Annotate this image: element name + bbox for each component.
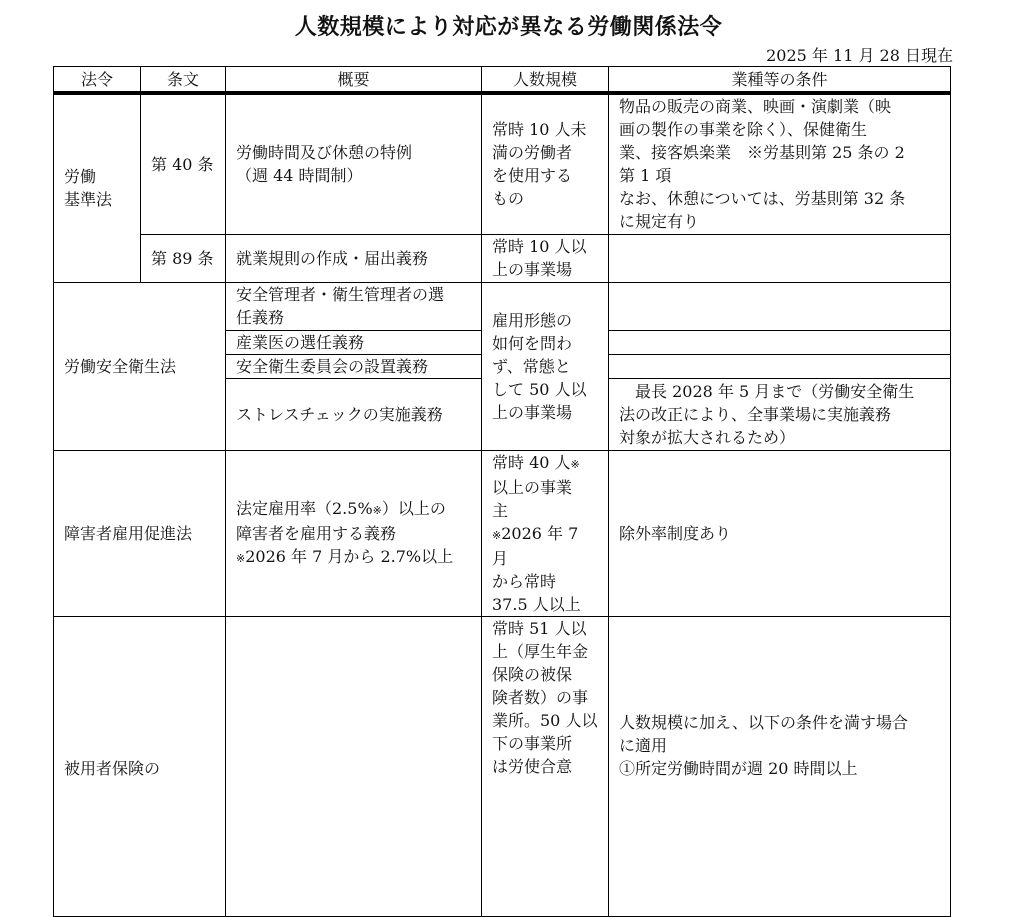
summary-employment-rate	[226, 450, 482, 616]
table-row	[54, 450, 951, 616]
article-89: 第 89 条	[141, 234, 226, 282]
table-row	[54, 234, 951, 282]
condition-safety-committee	[609, 354, 951, 378]
scale-change-note: 2026 年 7 月 から常時 37.5 人以上	[492, 523, 581, 614]
header-summary: 概要	[226, 67, 482, 94]
condition-art40: 物品の販売の商業、映画・演劇業（映 画の製作の事業を除く）、保健衛生 業、接客娯楽業 ※労基則第 25 条の 2 第 1 項 なお、休憩については、労基則第 32 条 に規定有り	[609, 93, 951, 234]
summary-rate-text: 法定雇用率（2.5%	[236, 498, 373, 518]
scale-50-or-more: 雇用形態の 如何を問わ ず、常態と して 50 人以 上の事業場	[482, 282, 609, 450]
law-employee-insurance: 被用者保険の	[54, 616, 226, 916]
summary-rate-text-b: ）以上の	[381, 498, 446, 518]
page-title: 人数規模により対応が異なる労働関係法令	[294, 15, 723, 40]
as-of-date: 2025 年 11 月 28 日現在	[766, 46, 953, 65]
scale-40-or-more	[482, 450, 609, 616]
summary-work-rules: 就業規則の作成・届出義務	[226, 234, 482, 282]
condition-stress-check: 最長 2028 年 5 月まで（労働安全衛生 法の改正により、全事業場に実施義務 対象が拡大されるため）	[609, 378, 951, 450]
condition-safety-manager	[609, 282, 951, 330]
condition-industrial-physician	[609, 330, 951, 354]
header-article: 条文	[141, 67, 226, 94]
condition-insurance: 人数規模に加え、以下の条件を満す場合 に適用 ①所定労働時間が週 20 時間以上	[609, 616, 951, 916]
scale-text-2: 以上の事業 主	[492, 477, 573, 520]
note-mark: ※	[570, 457, 580, 471]
summary-rate-change-note: 2026 年 7 月から 2.7%以上	[245, 546, 454, 566]
summary-working-hours-exception: 労働時間及び休憩の特例 （週 44 時間制）	[226, 93, 482, 234]
summary-obligation-text: 障害者を雇用する義務	[236, 523, 397, 543]
table-row	[54, 616, 951, 916]
labor-law-table	[53, 66, 951, 917]
summary-employee-insurance	[226, 616, 482, 916]
condition-exclusion-rate: 除外率制度あり	[609, 450, 951, 616]
article-40: 第 40 条	[141, 93, 226, 234]
scale-under-10: 常時 10 人未 満の労働者 を使用する もの	[482, 93, 609, 234]
law-industrial-safety: 労働安全衛生法	[54, 282, 226, 450]
note-mark: ※	[372, 503, 382, 517]
table-header-row	[54, 67, 951, 94]
header-law: 法令	[54, 67, 141, 94]
header-scale: 人数規模	[482, 67, 609, 94]
summary-safety-manager: 安全管理者・衛生管理者の選 任義務	[226, 282, 482, 330]
table-row	[54, 93, 951, 234]
note-mark: ※	[236, 551, 246, 565]
table-row	[54, 282, 951, 330]
note-mark: ※	[492, 528, 502, 542]
scale-51-or-more: 常時 51 人以 上（厚生年金 保険の被保 険者数）の事 業所。50 人以 下の事業所 は労使合意	[482, 616, 609, 916]
condition-art89	[609, 234, 951, 282]
scale-text: 常時 40 人	[492, 452, 571, 472]
summary-safety-committee: 安全衛生委員会の設置義務	[226, 354, 482, 378]
summary-stress-check: ストレスチェックの実施義務	[226, 378, 482, 450]
summary-industrial-physician: 産業医の選任義務	[226, 330, 482, 354]
scale-10-or-more: 常時 10 人以 上の事業場	[482, 234, 609, 282]
law-labor-standards: 労働 基準法	[54, 93, 141, 282]
law-disability-employment: 障害者雇用促進法	[54, 450, 226, 616]
header-condition: 業種等の条件	[609, 67, 951, 94]
